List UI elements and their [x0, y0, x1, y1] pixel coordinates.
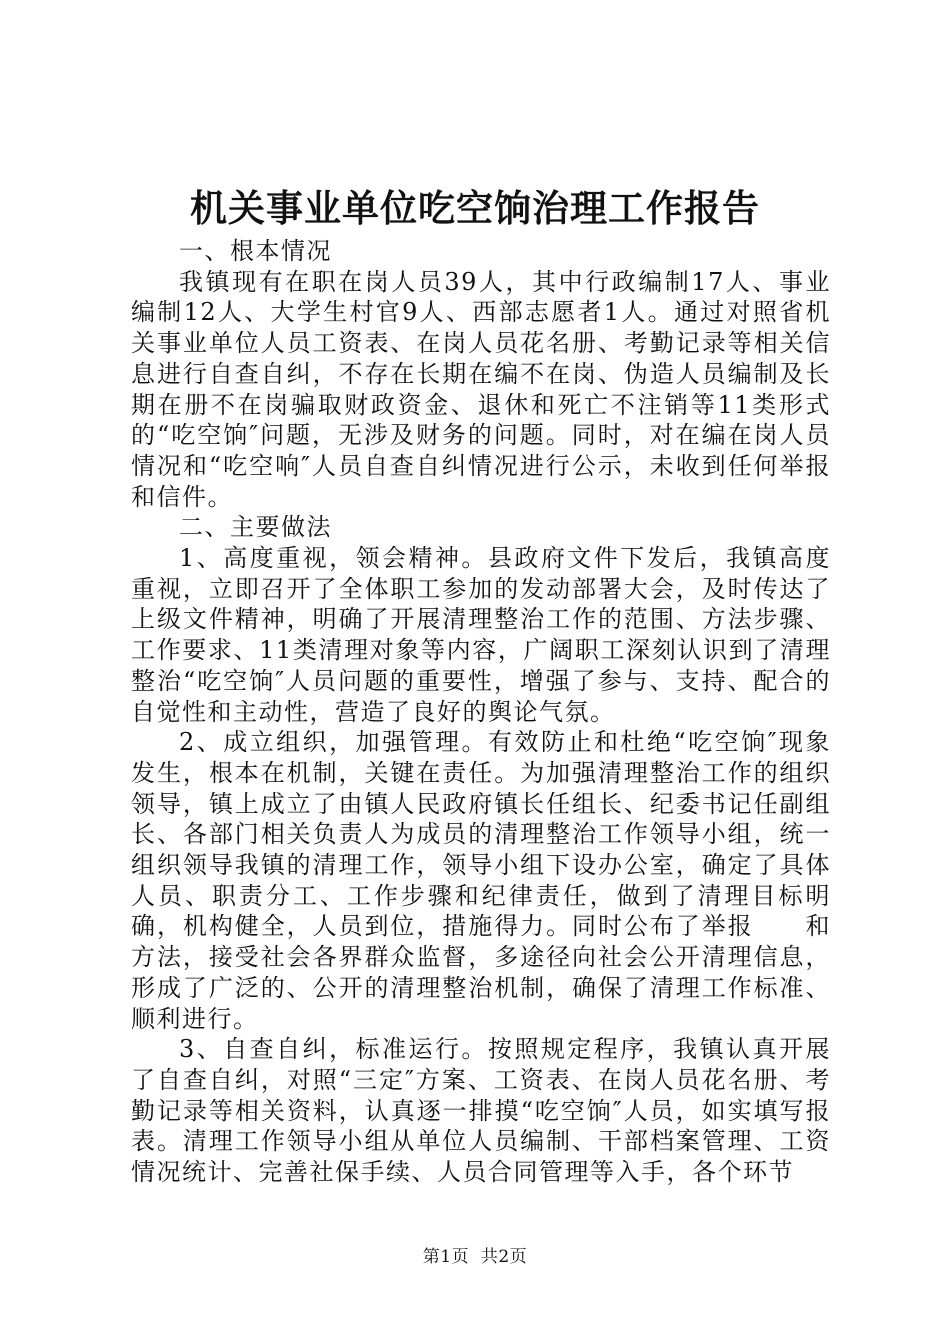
document-body [131, 236, 882, 1188]
document-title: 机关事业单位吃空饷治理工作报告 [190, 186, 760, 230]
paragraph-basic-situation: 我镇现有在职在岗人员39人，其中行政编制17人、事业编制12人、大学生村官9人、西部志愿者1人。通过对照省机关事业单位人员工资表、在岗人员花名册、考勤记录等相关信息进行自查自纠，不存在长期在编不在岗、伪造人员编制及长期在册不在岗骗取财政资金、退休和死亡不注销等11类形式的“吃空饷″问题，无涉及财务的问题。同时，对在编在岗人员情况和“吃空响″人员自查自纠情况进行公示，未收到任何举报 和信件。 [131, 267, 882, 511]
page-footer: 第1页 共2页 [422, 1247, 528, 1267]
paragraph-high-attention: 1、高度重视，领会精神。县政府文件下发后，我镇高度重视，立即召开了全体职工参加的发动部署大会，及时传达了上级文件精神，明确了开展清理整治工作的范围、方法步骤、工作要求、11类清理对象等内容，广阔职工深刻认识到了清理整治“吃空饷″人员问题的重要性，增强了参与、支持、配合的自觉性和主动性，营造了良好的舆论气氛。 [131, 544, 831, 726]
section-heading-basic-situation: 一、根本情况 [179, 237, 332, 265]
paragraph-self-inspection: 3、自查自纠，标准运行。按照规定程序，我镇认真开展了自查自纠，对照“三定″方案、工资表、在岗人员花名册、考勤记录等相关资料，认真逐一排摸“吃空饷″人员，如实填写报表。清理工作领导小组从单位人员编制、干部档案管理、工资情况统计、完善社保手续、人员合同管理等入手，各个环节 [131, 1035, 831, 1187]
paragraph-establish-organization: 2、成立组织，加强管理。有效防止和杜绝“吃空饷″现象发生，根本在机制，关键在责任。为加强清理整治工作的组织领导，镇上成立了由镇人民政府镇长任组长、纪委书记任副组长、各部门相关负责人为成员的清理整治工作领导小组，统一组织领导我镇的清理工作，领导小组下设办公室，确定了具体人员、职责分工、工作步骤和纪律责任，做到了清理目标明确，机构健全，人员到位，措施得力。同时公布了举报 和方法，接受社会各界群众监督，多途径向社会公开清理信息，形成了广泛的、公开的清理整治机制，确保了清理工作标准、顺利进行。 [131, 728, 831, 1033]
section-heading-main-practices: 二、主要做法 [179, 513, 332, 542]
